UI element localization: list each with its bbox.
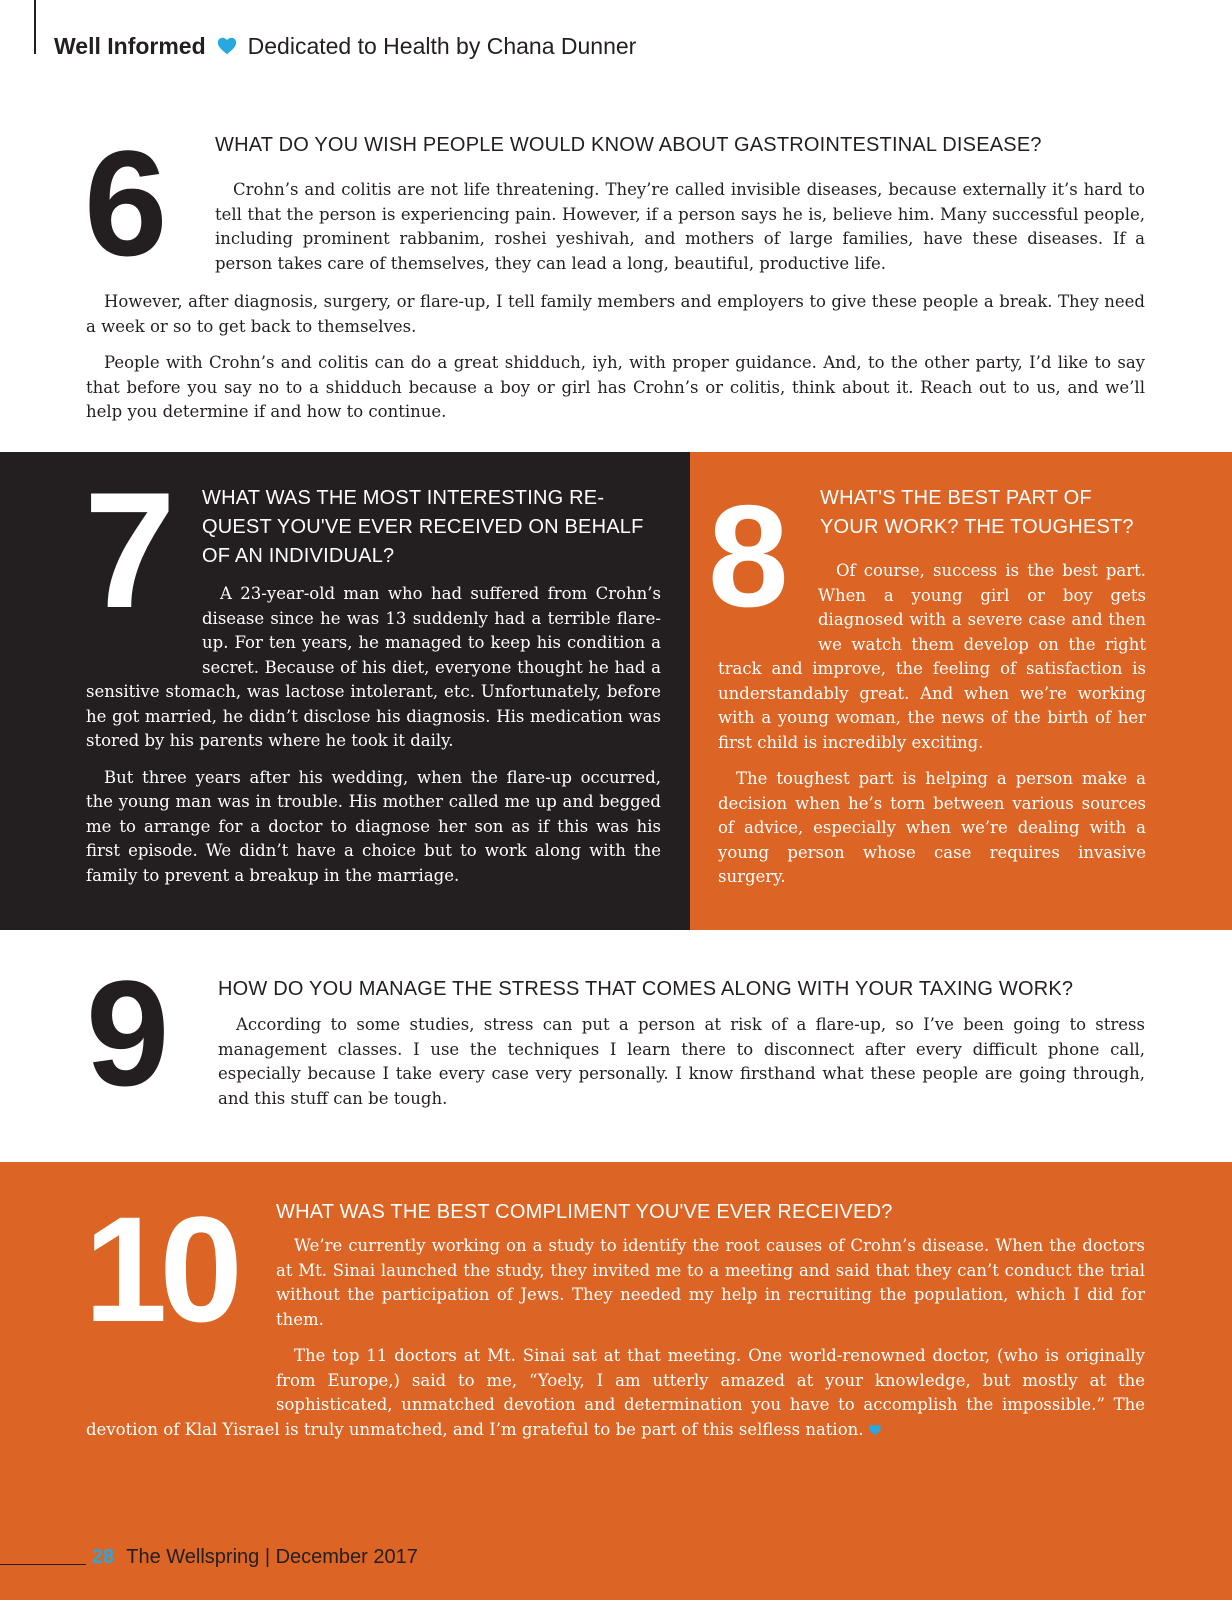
answer-10 — [86, 1234, 1145, 1454]
answer-7-paragraph-2: But three years after his wedding, when the flare-up occurred, the young man was in trouble. His mother called me up and begged me to arrange for a doctor to diagnose her son as if this was his first episode. We didn’t have a choice but to work along with the family to prevent a breakup in the marriage. — [86, 767, 661, 885]
page-number: 28 — [92, 1545, 115, 1568]
section-name: Well Informed — [54, 32, 206, 59]
question-10-block — [0, 1162, 1232, 1600]
question-title-10: WHAT WAS THE BEST COMPLIMENT YOU'VE EVER RECEIVED? — [276, 1201, 893, 1223]
question-8-block — [690, 452, 1232, 930]
question-7-block — [0, 452, 690, 930]
question-title-6: WHAT DO YOU WISH PEOPLE WOULD KNOW ABOUT GASTROINTESTINAL DISEASE? — [215, 134, 1042, 156]
answer-8-paragraph-2: The toughest part is helping a person make a decision when he’s torn between various sources of advice, especially when we’re dealing with a young person whose case requires invasive surgery. — [718, 769, 1146, 886]
question-number-10: 10 — [84, 1185, 235, 1353]
answer-7-paragraph-1: A 23-year-old man who had suffered from Crohn’s disease since he was 13 suddenly had a terrible flare-up. For ten years, he managed to keep his condition a secret. Because of his diet, everyone thought he had a sensitive stomach, was lactose intolerant, etc. Unfortunately, before he got married, he didn’t disclose his diagnosis. His medication was stored by his parents where he took it daily. — [86, 584, 661, 750]
answer-6-paragraph-3: People with Crohn’s and colitis can do a great shidduch, iyh, with proper guidance. And, to the other party, I’d like to say that before you say no to a shidduch because a boy or girl has Crohn’s or colitis, think about it. Reach out to us, and we’ll help you determine if and how to continue. — [86, 353, 1145, 421]
number-wrap-spacer — [86, 1234, 276, 1404]
question-number-8: 8 — [708, 475, 785, 637]
question-number-6: 6 — [84, 119, 164, 287]
publication-info: The Wellspring | December 2017 — [126, 1545, 418, 1568]
answer-9-paragraph-1: According to some studies, stress can put a person at risk of a flare-up, so I’ve been going to stress management classes. I use the techniques I learn there to disconnect after every difficult phone call, especially because I take every case very personally. I know firsthand what these people are going through, and this stuff can be tough. — [218, 1015, 1145, 1108]
answer-6-intro — [215, 178, 1145, 288]
question-title-7: WHAT WAS THE MOST INTERESTING RE-QUEST YOU'VE EVER RECEIVED ON BEHALF OF AN INDIVIDUAL? — [202, 487, 644, 567]
number-wrap-spacer — [86, 582, 202, 678]
question-title-8: WHAT'S THE BEST PART OF YOUR WORK? THE TOUGHEST? — [820, 487, 1134, 538]
footer-rule — [0, 1564, 86, 1565]
answer-8 — [718, 559, 1146, 902]
answer-6-paragraph-1: Crohn’s and colitis are not life threatening. They’re called invisible diseases, because externally it’s hard to tell that the person is experiencing pain. However, if a person says he is, believe him. Many successful people, including prominent rabbanim, roshei yeshivah, and mothers of large families, have these diseases. If a person takes care of themselves, they can lead a long, beautiful, productive life. — [215, 180, 1145, 273]
question-number-7: 7 — [84, 458, 172, 642]
question-number-9: 9 — [86, 949, 166, 1117]
answer-6-continued — [86, 290, 1145, 437]
answer-7 — [86, 582, 661, 900]
heart-icon — [216, 35, 238, 57]
answer-10-paragraph-1: We’re currently working on a study to identify the root causes of Crohn’s disease. When the doctors at Mt. Sinai launched the study, they invited me to a meeting and said that they can’t conduct the trial without the participation of Jews. They needed my help in recruiting the population, which I did for them. — [276, 1236, 1145, 1329]
answer-8-paragraph-1: Of course, success is the best part. When a young girl or boy gets diagnosed with a severe case and then we watch them develop on the right track and improve, the feeling of satisfaction is understandably great. And when we’re working with a young woman, the news of the birth of her first child is incredibly exciting. — [718, 561, 1146, 752]
heart-icon — [868, 1423, 882, 1437]
answer-9 — [218, 1013, 1145, 1123]
number-wrap-spacer — [718, 559, 818, 655]
question-title-9: HOW DO YOU MANAGE THE STRESS THAT COMES ALONG WITH YOUR TAXING WORK? — [218, 978, 1074, 1000]
page-rule — [34, 0, 36, 54]
page-header — [54, 30, 636, 62]
answer-10-paragraph-2: The top 11 doctors at Mt. Sinai sat at that meeting. One world-renowned doctor, (who is originally from Europe,) said to me, “Yoely, I am utterly amazed at your knowledge, but mostly at the sophisticated, unmatched devotion and determination you have to accomplish the impossible.” The devotion of Klal Yisrael is truly unmatched, and I’m grateful to be part of this selfless nation. — [86, 1346, 1145, 1439]
header-tagline: Dedicated to Health by Chana Dunner — [247, 32, 637, 59]
answer-6-paragraph-2: However, after diagnosis, surgery, or flare-up, I tell family members and employers to give these people a break. They need a week or so to get back to themselves. — [86, 292, 1145, 336]
page-footer — [0, 1542, 418, 1572]
